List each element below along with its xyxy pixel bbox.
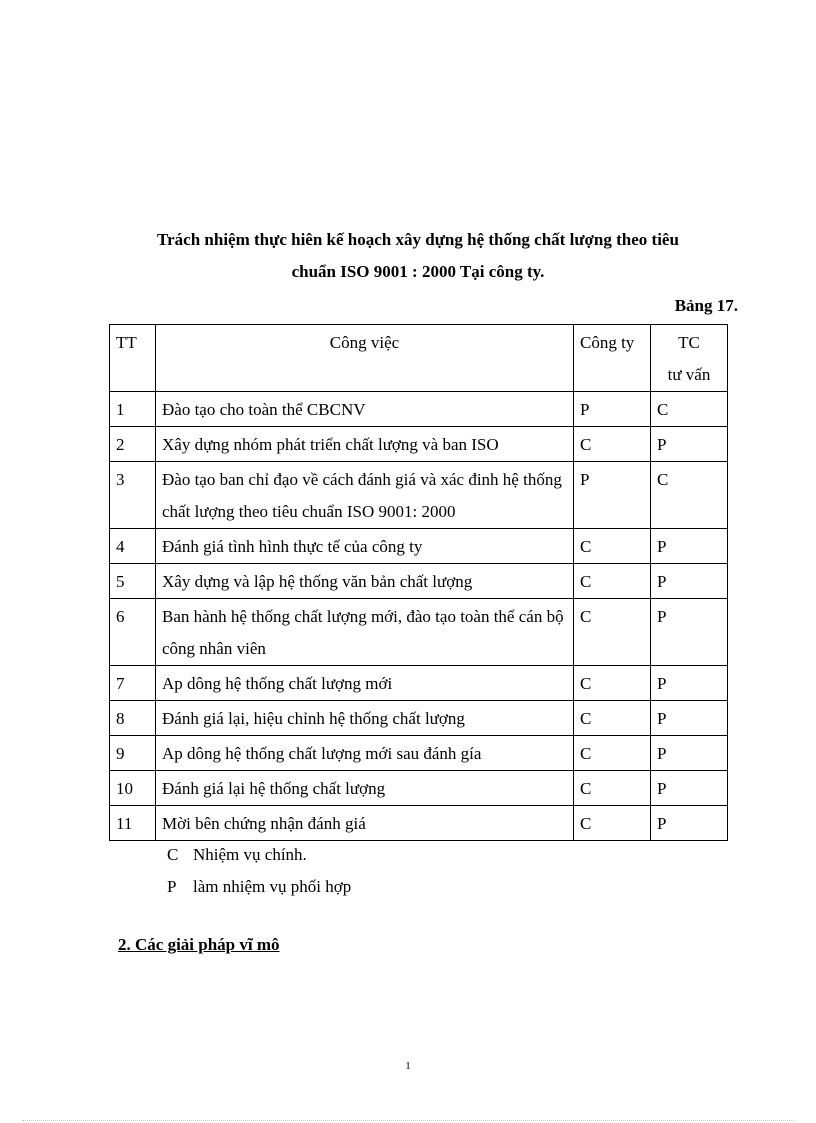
row-tt: 6 [110, 599, 156, 666]
legend-text: làm nhiệm vụ phối hợp [193, 877, 352, 896]
row-task: Đào tạo ban chỉ đạo về cách đánh giá và xác đinh hệ thống chất lượng theo tiêu chuẩn ISO 9001: 2000 [156, 462, 574, 529]
row-company: C [574, 701, 651, 736]
row-consultant: C [651, 392, 728, 427]
row-company: P [574, 392, 651, 427]
table-row [110, 736, 728, 771]
table-row [110, 529, 728, 564]
page-bottom-divider [22, 1120, 794, 1121]
row-task: Đào tạo cho toàn thể CBCNV [156, 392, 574, 427]
row-tt: 9 [110, 736, 156, 771]
row-company: C [574, 564, 651, 599]
row-task: Đánh giá tình hình thực tế của công ty [156, 529, 574, 564]
row-consultant: P [651, 529, 728, 564]
document-title-line-1: Trách nhiệm thực hiên kế hoạch xây dựng hệ thống chất lượng theo tiêu [157, 230, 679, 249]
table-header-row [110, 325, 728, 392]
row-task: Đánh giá lại hệ thống chất lượng [156, 771, 574, 806]
row-consultant: P [651, 666, 728, 701]
page-number: 1 [405, 1060, 411, 1072]
header-consultant-line-1: TC [678, 333, 700, 352]
row-company: C [574, 666, 651, 701]
row-consultant: P [651, 771, 728, 806]
row-tt: 5 [110, 564, 156, 599]
header-consultant [651, 325, 728, 392]
table-row [110, 701, 728, 736]
row-task: Ban hành hệ thống chất lượng mới, đào tạo toàn thể cán bộ công nhân viên [156, 599, 574, 666]
row-company: C [574, 529, 651, 564]
legend-code: P [167, 877, 177, 896]
row-company: C [574, 736, 651, 771]
row-company: C [574, 771, 651, 806]
row-task: Ap dông hệ thống chất lượng mới [156, 666, 574, 701]
header-tt: TT [110, 325, 156, 392]
row-consultant: C [651, 462, 728, 529]
table-row [110, 564, 728, 599]
row-company: C [574, 427, 651, 462]
row-consultant: P [651, 427, 728, 462]
row-consultant: P [651, 599, 728, 666]
header-company: Công ty [574, 325, 651, 392]
table-row [110, 806, 728, 841]
row-consultant: P [651, 736, 728, 771]
row-tt: 10 [110, 771, 156, 806]
row-tt: 2 [110, 427, 156, 462]
document-title-line-2: chuẩn ISO 9001 : 2000 Tại công ty. [291, 262, 545, 281]
row-tt: 3 [110, 462, 156, 529]
table-row [110, 771, 728, 806]
row-task: Xây dựng và lập hệ thống văn bản chất lượng [156, 564, 574, 599]
section-heading: 2. Các giải pháp vĩ mô [118, 935, 280, 954]
table-row [110, 599, 728, 666]
table-row [110, 427, 728, 462]
table-row [110, 392, 728, 427]
row-task: Đánh giá lại, hiệu chỉnh hệ thống chất lượng [156, 701, 574, 736]
row-company: P [574, 462, 651, 529]
legend-item-main-duty [167, 845, 307, 865]
legend-item-support-duty [167, 877, 351, 897]
row-company: C [574, 599, 651, 666]
row-tt: 1 [110, 392, 156, 427]
header-consultant-line-2: tư vấn [667, 365, 711, 384]
row-task: Xây dựng nhóm phát triển chất lượng và ban ISO [156, 427, 574, 462]
row-tt: 7 [110, 666, 156, 701]
row-tt: 4 [110, 529, 156, 564]
legend-code: C [167, 845, 179, 864]
legend-text: Nhiệm vụ chính. [193, 845, 307, 864]
row-task: Mời bên chứng nhận đánh giá [156, 806, 574, 841]
row-tt: 11 [110, 806, 156, 841]
row-tt: 8 [110, 701, 156, 736]
table-row [110, 462, 728, 529]
row-task: Ap dông hệ thống chất lượng mới sau đánh gía [156, 736, 574, 771]
table-label: Bảng 17. [674, 296, 738, 315]
row-company: C [574, 806, 651, 841]
header-task: Công việc [156, 325, 574, 392]
row-consultant: P [651, 806, 728, 841]
responsibility-table [109, 324, 728, 841]
row-consultant: P [651, 564, 728, 599]
row-consultant: P [651, 701, 728, 736]
table-row [110, 666, 728, 701]
